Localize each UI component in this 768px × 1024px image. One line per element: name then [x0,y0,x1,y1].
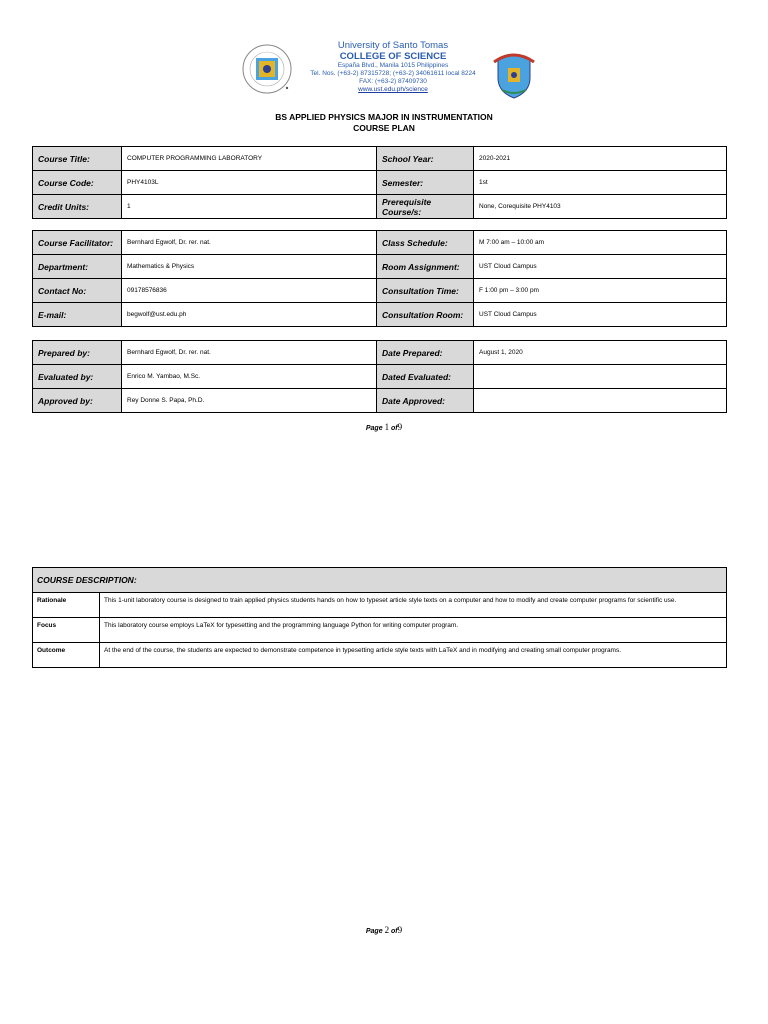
school-year-label: School Year: [377,147,474,171]
prepared-by-label: Prepared by: [33,341,122,365]
address: España Blvd., Manila 1015 Philippines [337,62,449,69]
consultation-room-label: Consultation Room: [377,303,474,327]
course-title-value: COMPUTER PROGRAMMING LABORATORY [122,147,377,171]
university-name: University of Santo Tomas [337,40,449,51]
table-row [33,365,727,389]
date-prepared-label: Date Prepared: [377,341,474,365]
semester-label: Semester: [377,171,474,195]
contact-label: Contact No: [33,279,122,303]
website-link[interactable]: www.ust.edu.ph/science [358,86,428,93]
date-prepared-value: August 1, 2020 [474,341,727,365]
page-of: of [391,425,398,432]
class-schedule-label: Class Schedule: [377,231,474,255]
facilitator-value: Bernhard Egwolf, Dr. rer. nat. [122,231,377,255]
table-row [33,303,727,327]
date-approved-label: Date Approved: [377,389,474,413]
faculty-info-table [32,230,727,327]
college-name: COLLEGE OF SCIENCE [339,51,447,62]
page-current: 2 [384,925,390,935]
consultation-room-value: UST Cloud Campus [474,303,727,327]
table-row [33,341,727,365]
school-year-value: 2020-2021 [474,147,727,171]
room-assignment-value: UST Cloud Campus [474,255,727,279]
table-row [33,255,727,279]
course-plan-title: COURSE PLAN [353,123,415,133]
email-value: begwolf@ust.edu.ph [122,303,377,327]
prerequisite-value: None, Corequisite PHY4103 [474,195,727,219]
page-label: Page [365,928,383,935]
table-row [33,643,727,668]
prerequisite-label: Prerequisite Course/s: [377,195,474,219]
credit-units-value: 1 [122,195,377,219]
evaluated-by-label: Evaluated by: [33,365,122,389]
room-assignment-label: Room Assignment: [377,255,474,279]
date-approved-value [474,389,727,413]
focus-text: This laboratory course employs LaTeX for typesetting and the programming language Python for writing computer program. [100,618,727,643]
course-info-table [32,146,727,219]
page-number [0,422,768,432]
course-description-header: COURSE DESCRIPTION: [33,568,727,593]
department-label: Department: [33,255,122,279]
date-evaluated-label: Dated Evaluated: [377,365,474,389]
outcome-label: Outcome [33,643,100,668]
rationale-text: This 1-unit laboratory course is designed to train applied physics students hands on how to typeset article style texts on a computer and how to modify and create computer programs for scientific use. [100,593,727,618]
focus-label: Focus [33,618,100,643]
page-number [0,925,768,935]
semester-value: 1st [474,171,727,195]
program-title: BS APPLIED PHYSICS MAJOR IN INSTRUMENTATION [275,112,493,122]
table-row [33,195,727,219]
table-row [33,231,727,255]
course-description-table [32,567,727,668]
outcome-text: At the end of the course, the students are expected to demonstrate competence in typesetting article style texts with LaTeX and in modifying and creating small computer programs. [100,643,727,668]
page-label: Page [365,425,383,432]
evaluated-by-value: Enrico M. Yambao, M.Sc. [122,365,377,389]
facilitator-label: Course Facilitator: [33,231,122,255]
university-info [300,40,486,94]
document-title [0,112,768,134]
contact-value: 09178576836 [122,279,377,303]
consultation-time-value: F 1:00 pm – 3:00 pm [474,279,727,303]
telephone: Tel. Nos. (+63-2) 87315728; (+63-2) 34061611 local 8224 [310,70,476,77]
university-seal-icon [242,44,292,94]
page-current: 1 [384,422,390,432]
table-row [33,171,727,195]
course-code-label: Course Code: [33,171,122,195]
course-code-value: PHY4103L [122,171,377,195]
table-row [33,618,727,643]
department-value: Mathematics & Physics [122,255,377,279]
credit-units-label: Credit Units: [33,195,122,219]
prepared-by-value: Bernhard Egwolf, Dr. rer. nat. [122,341,377,365]
approved-by-label: Approved by: [33,389,122,413]
page-of: of [391,928,398,935]
table-row [33,147,727,171]
letterhead [0,40,768,104]
table-row [33,593,727,618]
page-total: 9 [397,422,403,432]
college-crest-icon [492,50,536,100]
table-row [33,279,727,303]
rationale-label: Rationale [33,593,100,618]
table-row [33,568,727,593]
fax: FAX: (+63-2) 87409730 [359,78,427,85]
approved-by-value: Rey Donne S. Papa, Ph.D. [122,389,377,413]
email-label: E-mail: [33,303,122,327]
approval-table [32,340,727,413]
page-total: 9 [397,925,403,935]
consultation-time-label: Consultation Time: [377,279,474,303]
course-title-label: Course Title: [33,147,122,171]
class-schedule-value: M 7:00 am – 10:00 am [474,231,727,255]
table-row [33,389,727,413]
date-evaluated-value [474,365,727,389]
